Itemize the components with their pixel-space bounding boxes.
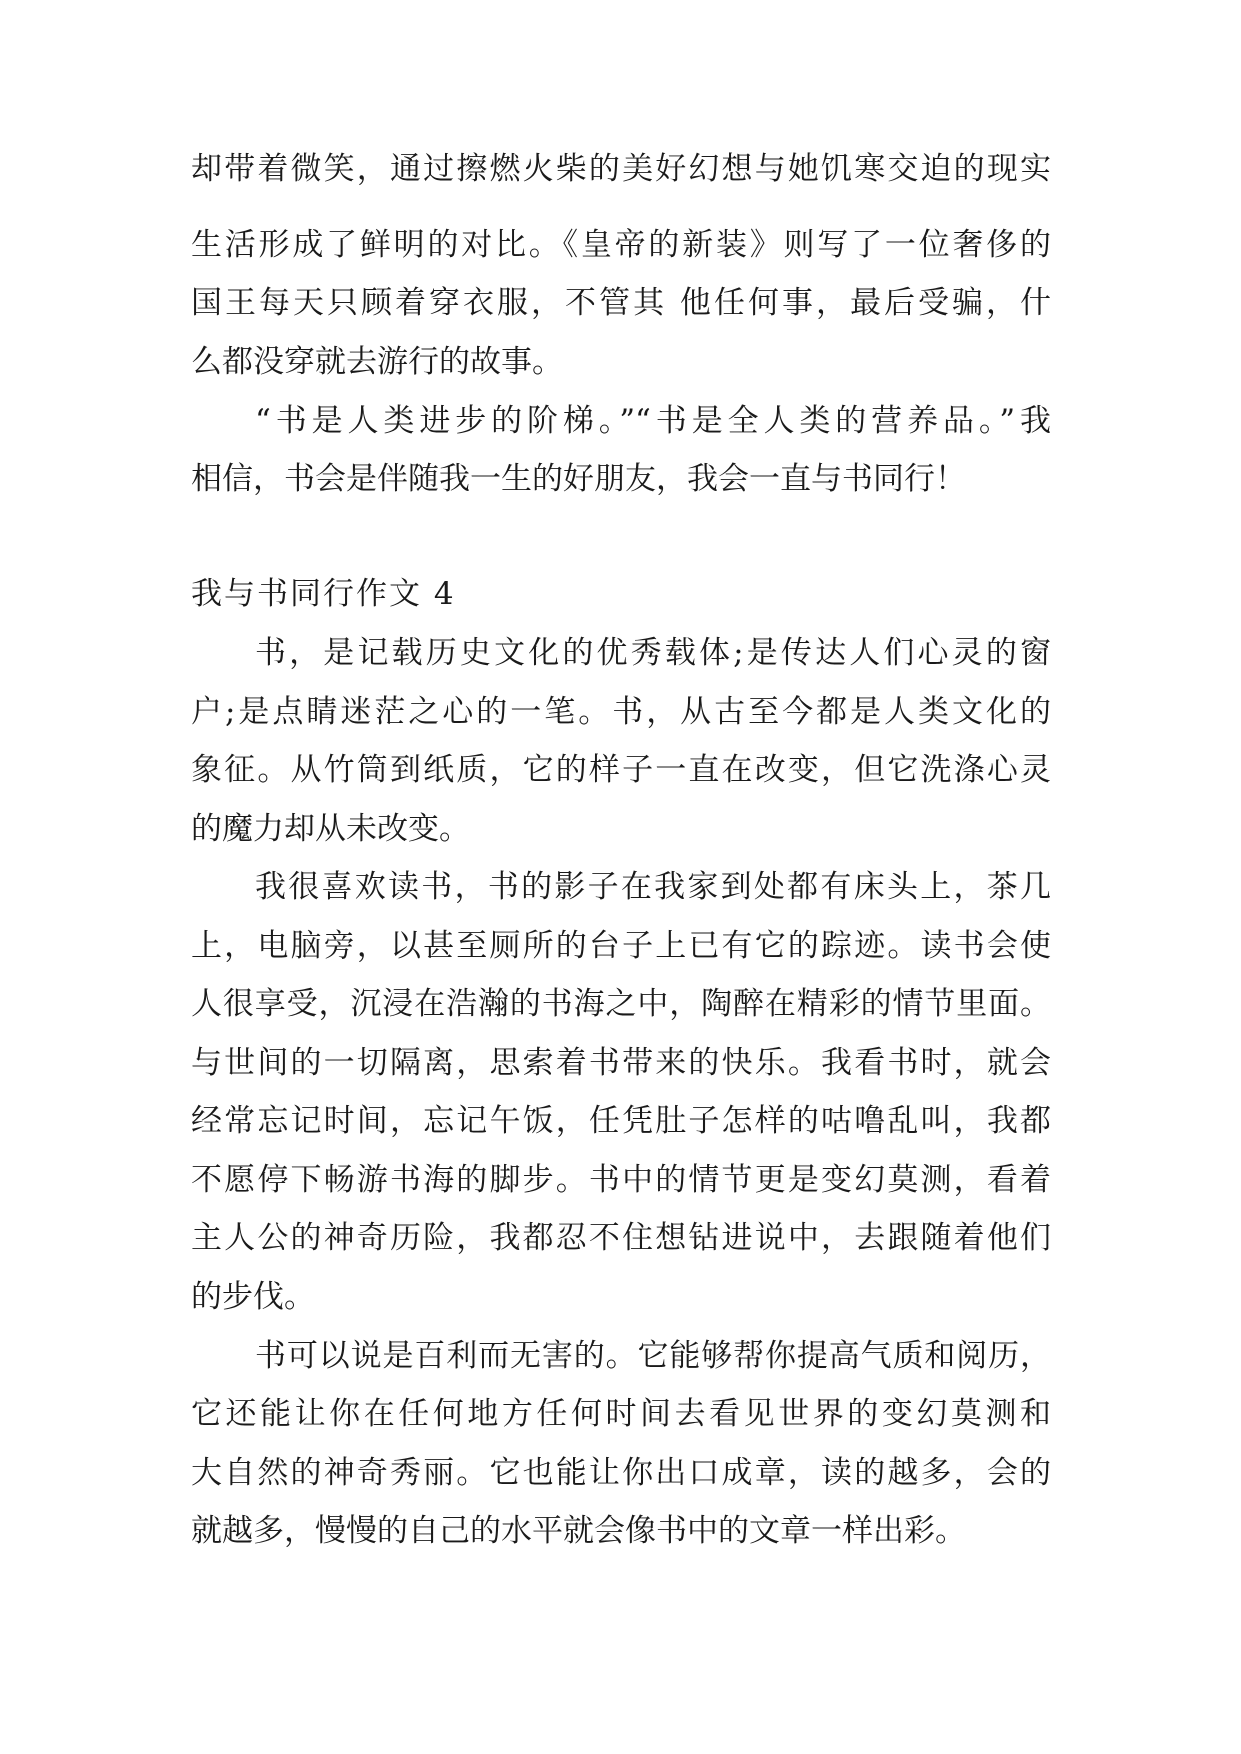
- paragraph-line: 书可以说是百利而无害的。它能够帮你提高气质和阅历，: [255, 1338, 1051, 1374]
- paragraph-line: 象征。从竹筒到纸质，它的样子一直在改变，但它洗涤心灵: [191, 752, 1051, 788]
- paragraph-line: 与世间的一切隔离，思索着书带来的快乐。我看书时，就会: [191, 1045, 1051, 1081]
- paragraph-line: 它还能让你在任何地方任何时间去看见世界的变幻莫测和: [191, 1396, 1051, 1432]
- paragraph-line: 么都没穿就去游行的故事。: [191, 344, 563, 380]
- paragraph-line: “书是人类进步的阶梯。”“书是全人类的营养品。”我: [255, 403, 1051, 439]
- paragraph-line: 大自然的神奇秀丽。它也能让你出口成章，读的越多，会的: [191, 1455, 1051, 1491]
- paragraph-line: 却带着微笑，通过擦燃火柴的美好幻想与她饥寒交迫的现实: [191, 151, 1051, 187]
- paragraph-line: 经常忘记时间，忘记午饭，任凭肚子怎样的咕噜乱叫，我都: [191, 1103, 1051, 1139]
- paragraph-line: 我很喜欢读书，书的影子在我家到处都有床头上，茶几: [255, 869, 1051, 905]
- paragraph-line: 不愿停下畅游书海的脚步。书中的情节更是变幻莫测，看着: [191, 1162, 1051, 1198]
- paragraph-line: 相信，书会是伴随我一生的好朋友，我会一直与书同行！: [191, 461, 966, 497]
- paragraph-line: 的魔力却从未改变。: [191, 811, 470, 847]
- paragraph-line: 主人公的神奇历险，我都忍不住想钻进说中，去跟随着他们: [191, 1220, 1051, 1256]
- section-heading: 我与书同行作文 4: [191, 576, 456, 612]
- paragraph-line: 国王每天只顾着穿衣服，不管其 他任何事，最后受骗，什: [191, 285, 1051, 321]
- paragraph-line: 户;是点睛迷茫之心的一笔。书，从古至今都是人类文化的: [191, 694, 1051, 730]
- paragraph-line: 的步伐。: [191, 1279, 315, 1315]
- paragraph-line: 就越多，慢慢的自己的水平就会像书中的文章一样出彩。: [191, 1513, 966, 1549]
- paragraph-line: 人很享受，沉浸在浩瀚的书海之中，陶醉在精彩的情节里面。: [191, 986, 1051, 1022]
- paragraph-line: 上，电脑旁，以甚至厕所的台子上已有它的踪迹。读书会使: [191, 928, 1051, 964]
- paragraph-line: 生活形成了鲜明的对比。《皇帝的新装》则写了一位奢侈的: [191, 227, 1051, 263]
- paragraph-line: 书，是记载历史文化的优秀载体;是传达人们心灵的窗: [255, 635, 1051, 671]
